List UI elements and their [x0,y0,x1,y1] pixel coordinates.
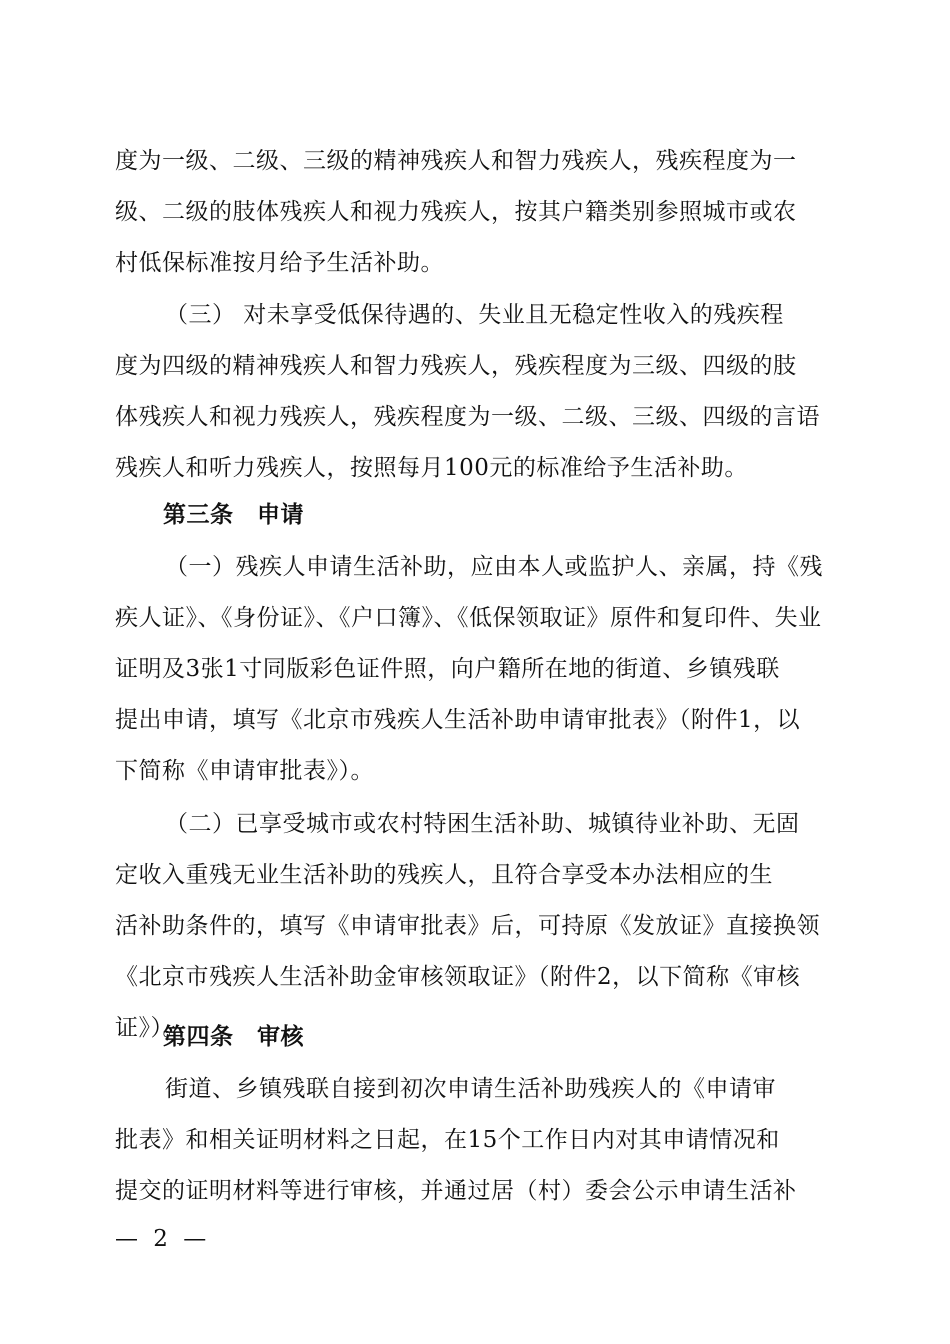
paragraph-review [115,1064,837,1217]
text-line: 级、二级的肢体残疾人和视力残疾人，按其户籍类别参照城市或农 [115,199,797,225]
text-line: 村低保标准按月给予生活补助。 [115,250,444,276]
text-line: 度为四级的精神残疾人和智力残疾人，残疾程度为三级、四级的肢 [115,353,797,379]
text-line: （二）已享受城市或农村特困生活补助、城镇待业补助、无固 [165,811,800,837]
text-line: 提出申请，填写《北京市残疾人生活补助申请审批表》（附件1，以 [115,707,801,733]
text-line: 体残疾人和视力残疾人，残疾程度为一级、二级、三级、四级的言语 [115,404,820,430]
text-line: （三） 对未享受低保待遇的、失业且无稳定性收入的残疾程 [165,302,784,328]
text-line: 残疾人和听力残疾人，按照每月100元的标准给予生活补助。 [115,455,748,481]
text-line: 证明及3张1寸同版彩色证件照，向户籍所在地的街道、乡镇残联 [115,656,780,682]
text-line: （一）残疾人申请生活补助，应由本人或监护人、亲属，持《残 [165,554,823,580]
text-line: 提交的证明材料等进行审核，并通过居（村）委会公示申请生活补 [115,1178,797,1204]
paragraph-continued [115,136,837,289]
text-line: 下简称《申请审批表》）。 [115,758,374,784]
text-line: 证》）。 [115,1015,186,1041]
article-four-heading: 第四条 审核 [163,1024,304,1050]
text-line: 定收入重残无业生活补助的残疾人，且符合享受本办法相应的生 [115,862,773,888]
text-line: 疾人证》、《身份证》、《户口簿》、《低保领取证》原件和复印件、失业 [115,605,822,631]
paragraph-apply-one [115,542,837,797]
page-number: — 2 — [115,1226,211,1252]
text-line: 度为一级、二级、三级的精神残疾人和智力残疾人，残疾程度为一 [115,148,797,174]
text-line: 街道、乡镇残联自接到初次申请生活补助残疾人的《申请审 [165,1076,776,1102]
text-line: 《北京市残疾人生活补助金审核领取证》（附件2，以下简称《审核 [115,964,801,990]
text-line: 活补助条件的，填写《申请审批表》后，可持原《发放证》直接换领 [115,913,820,939]
paragraph-item-three [115,290,837,494]
article-three-heading: 第三条 申请 [163,502,304,528]
paragraph-apply-two [115,799,837,1054]
text-line: 批表》和相关证明材料之日起，在15个工作日内对其申请情况和 [115,1127,780,1153]
